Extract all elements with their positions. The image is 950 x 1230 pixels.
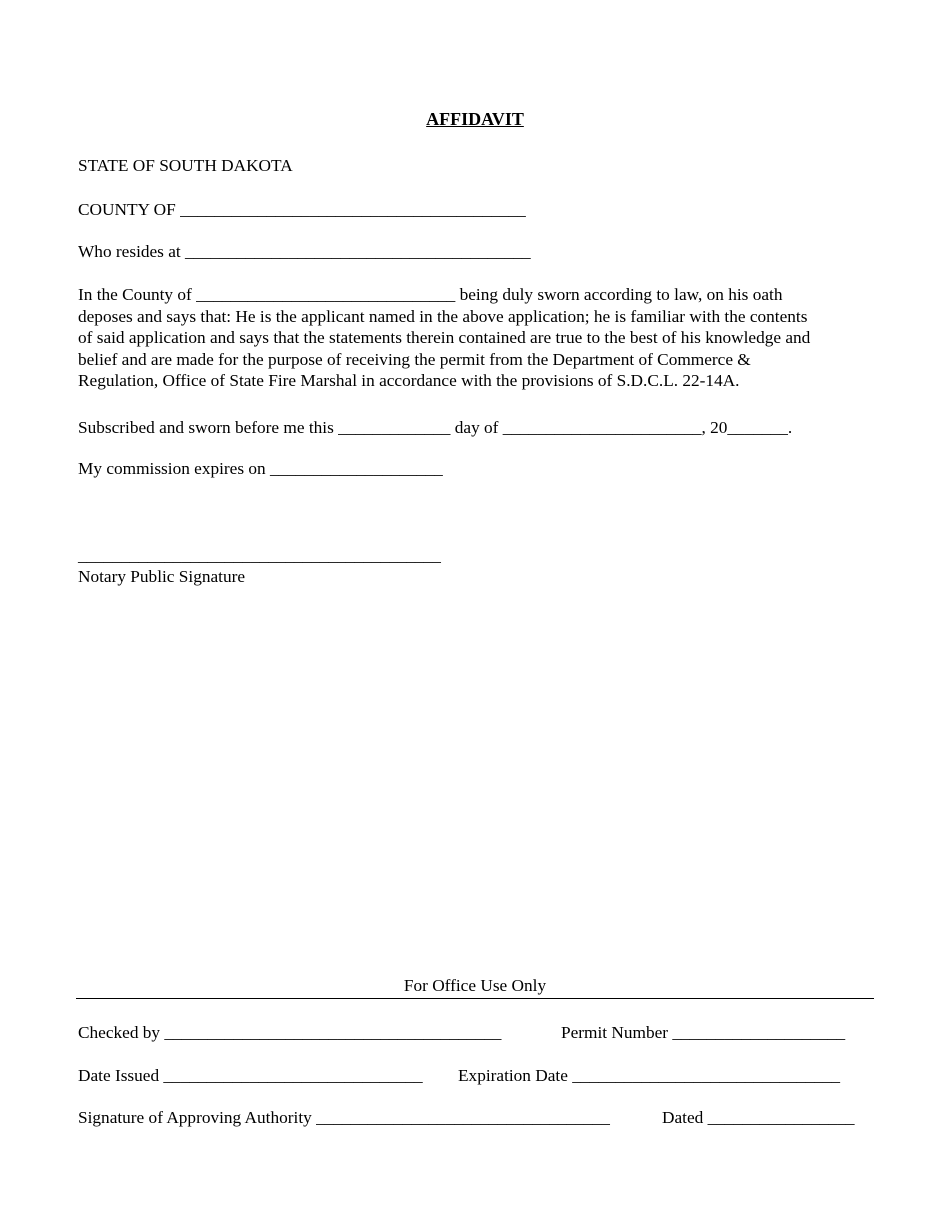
expiration-date-field[interactable]: Expiration Date _______________________________ — [458, 1066, 841, 1085]
subscribed-sworn-field[interactable]: Subscribed and sworn before me this _____________ day of _______________________, 20_______. — [78, 418, 793, 437]
office-use-title: For Office Use Only — [403, 976, 547, 995]
checked-by-field[interactable]: Checked by _______________________________________ — [78, 1023, 502, 1042]
county-field[interactable]: COUNTY OF ________________________________________ — [78, 200, 526, 219]
approving-authority-signature-field[interactable]: Signature of Approving Authority __________________________________ — [78, 1108, 610, 1127]
oath-paragraph: In the County of ______________________________ being duly sworn according to law, on his oath deposes and says that: He is the applicant named in the above application; he is familiar with the contents of said application and says that the statements therein contained are true to the best of his knowledge and belief and are made for the purpose of receiving the permit from the Department of Commerce & Regulation, Office of State Fire Marshal in accordance with the provisions of S.D.C.L. 22-14A. — [78, 285, 811, 391]
residence-field[interactable]: Who resides at ________________________________________ — [78, 242, 531, 261]
state-line: STATE OF SOUTH DAKOTA — [78, 156, 293, 175]
permit-number-field[interactable]: Permit Number ____________________ — [561, 1023, 846, 1042]
commission-expires-field[interactable]: My commission expires on ____________________ — [78, 459, 443, 478]
date-issued-field[interactable]: Date Issued ______________________________ — [78, 1066, 423, 1085]
dated-field[interactable]: Dated _________________ — [662, 1108, 855, 1127]
notary-signature-line[interactable]: __________________________________________ — [78, 546, 441, 565]
notary-signature-label: Notary Public Signature — [78, 567, 246, 586]
affidavit-title: AFFIDAVIT — [426, 109, 524, 129]
office-use-divider — [76, 998, 874, 999]
